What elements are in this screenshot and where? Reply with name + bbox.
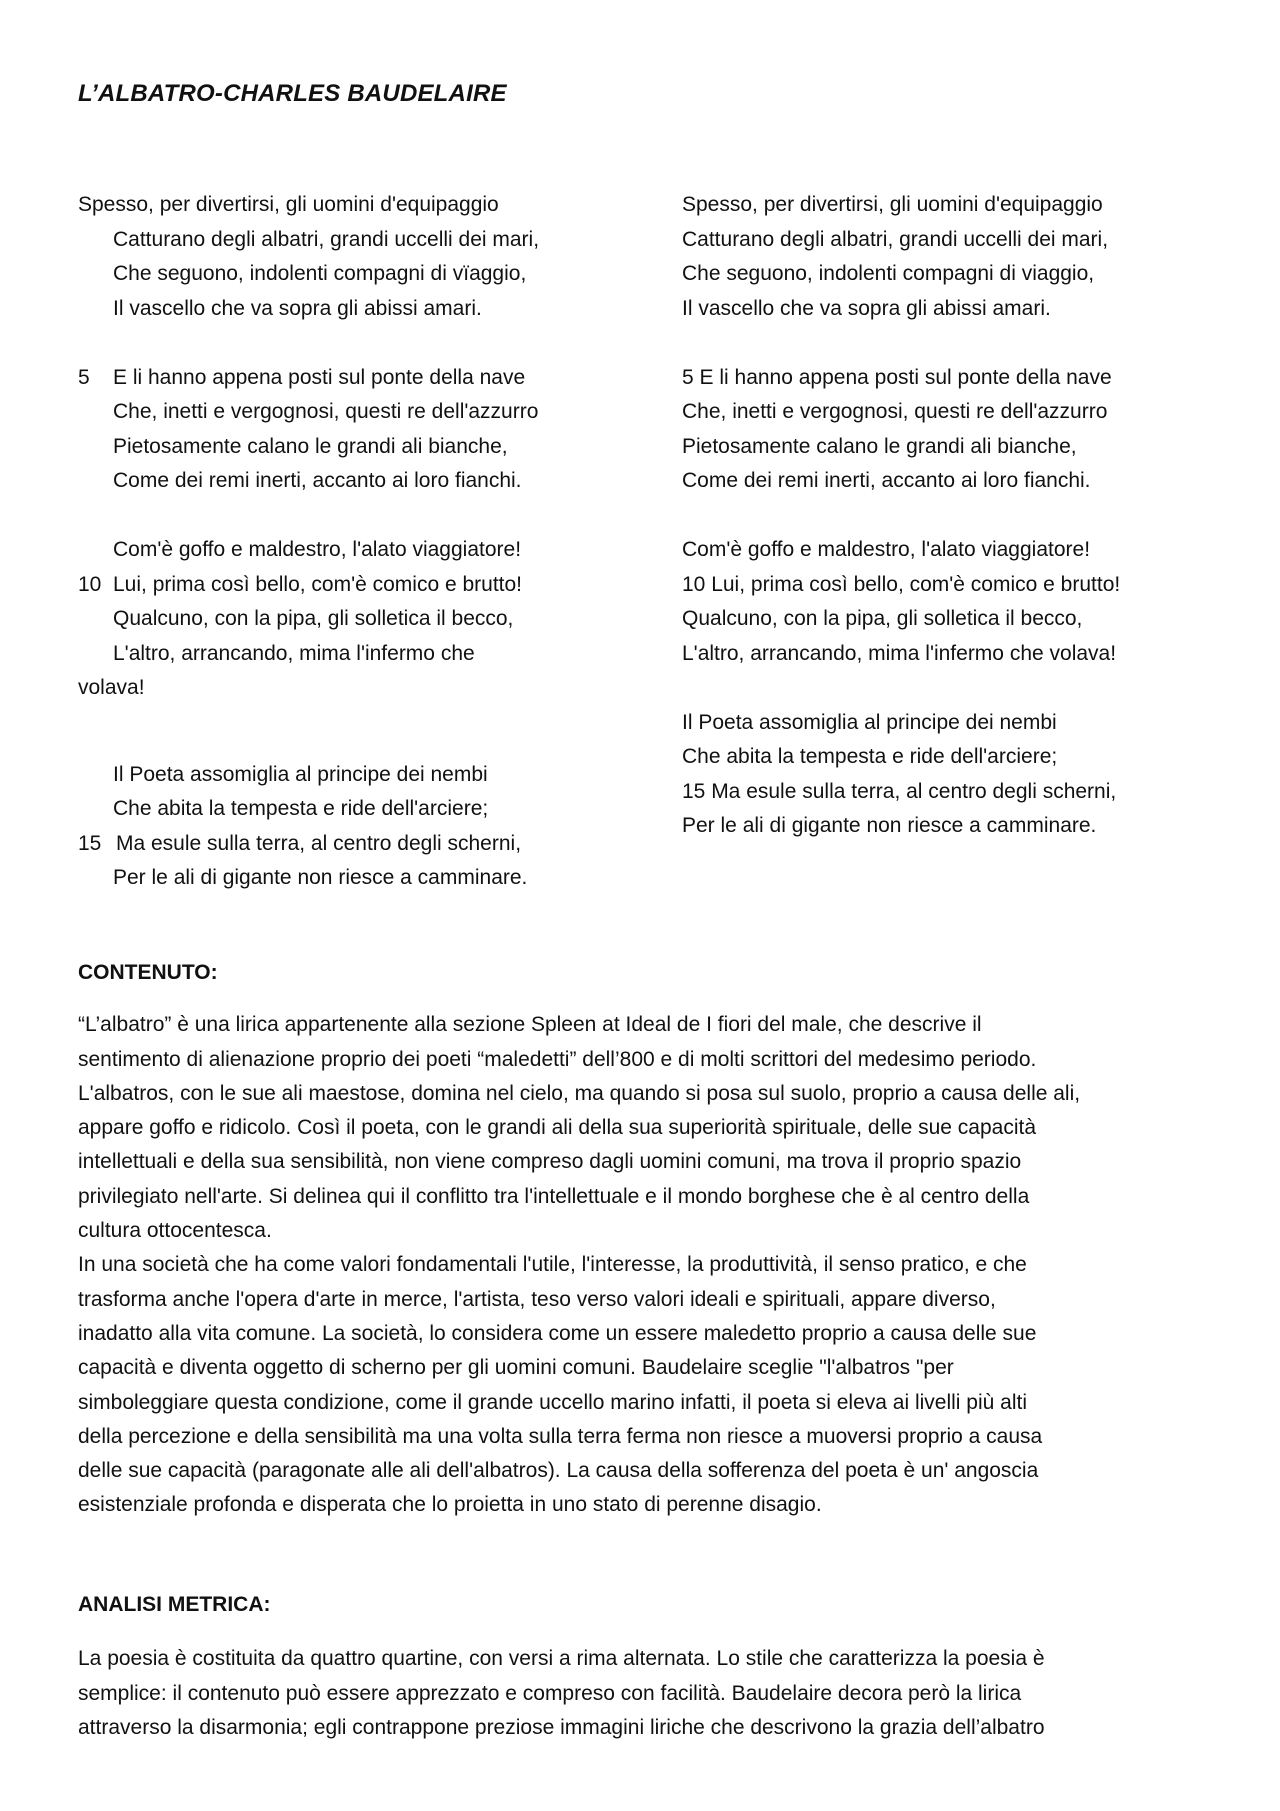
poem-line-numbered [78,361,638,396]
poem-right-stanza-4 [682,706,1242,844]
poem-line: Com'è goffo e maldestro, l'alato viaggiatore! [682,538,1091,561]
poem-line: Spesso, per divertirsi, gli uomini d'equipaggio [682,193,1103,216]
poem-line: Come dei remi inerti, accanto ai loro fianchi. [682,469,1091,492]
poem-line: Il Poeta assomiglia al principe dei nembi [682,710,1057,734]
poem-left-column [78,188,638,930]
page-title: L’ALBATRO-CHARLES BAUDELAIRE [78,80,507,107]
poem-line-text: Lui, prima così bello, com'è comico e brutto! [113,572,523,596]
poem-left-stanza-2 [78,361,638,499]
poem-line: volava! [78,676,145,699]
poem-line: Per le ali di gigante non riesce a camminare. [113,866,528,889]
poem-line: Che seguono, indolenti compagni di viaggio, [682,262,1095,285]
text-line: semplice: il contenuto può essere apprezzato e compreso con facilità. Baudelaire decora però la lirica [78,1681,1022,1705]
poem-line: L'altro, arrancando, mima l'infermo che [113,641,475,665]
verse-number: 5 [78,365,90,389]
analisi-metrica-section [78,1588,1208,1745]
text-line: La poesia è costituita da quattro quartine, con versi a rima alternata. Lo stile che caratterizza la poesia è [78,1647,1045,1671]
text-line: intellettuali e della sua sensibilità, non viene compreso dagli uomini comuni, ma trova il proprio spazio [78,1150,1022,1174]
poem-right-stanza-3 [682,533,1242,671]
poem-line: Il vascello che va sopra gli abissi amari. [113,296,482,320]
text-line: inadatto alla vita comune. La società, lo considera come un essere maledetto proprio a causa delle sue [78,1321,1037,1345]
poem-line: Catturano degli albatri, grandi uccelli dei mari, [682,227,1109,251]
poem-line: Per le ali di gigante non riesce a camminare. [682,814,1097,837]
contenuto-section [78,956,1208,1523]
text-line: appare goffo e ridicolo. Così il poeta, con le grandi ali della sua superiorità spirituale, delle sue capacità [78,1116,1037,1140]
poem-line: Qualcuno, con la pipa, gli solletica il becco, [113,607,514,630]
poem-line-text: Ma esule sulla terra, al centro degli scherni, [116,831,522,855]
poem-line: Che, inetti e vergognosi, questi re dell'azzurro [682,400,1108,423]
text-line: In una società che ha come valori fondamentali l'utile, l'interesse, la produttività, il senso pratico, e che [78,1253,1027,1277]
poem-right-column [682,188,1242,878]
text-line: sentimento di alienazione proprio dei poeti “maledetti” dell’800 e di molti scrittori del medesimo periodo. [78,1047,1037,1071]
poem-line: Catturano degli albatri, grandi uccelli dei mari, [113,227,540,251]
analisi-metrica-paragraph [78,1642,1208,1745]
poem-line-text: E li hanno appena posti sul ponte della nave [113,365,526,389]
text-line: attraverso la disarmonia; egli contrappone preziose immagini liriche che descrivono la grazia dell’albatro [78,1715,1045,1739]
poem-line: Il vascello che va sopra gli abissi amari. [682,296,1051,320]
text-line: esistenziale profonda e disperata che lo proietta in uno stato di perenne disagio. [78,1493,822,1517]
text-line: cultura ottocentesca. [78,1219,272,1243]
text-line: L'albatros, con le sue ali maestose, domina nel cielo, ma quando si posa sul suolo, proprio a causa delle ali, [78,1081,1081,1105]
poem-line: 10 Lui, prima così bello, com'è comico e brutto! [682,572,1121,596]
poem-line: L'altro, arrancando, mima l'infermo che volava! [682,641,1117,665]
poem-left-stanza-1 [78,188,638,326]
poem-line: Spesso, per divertirsi, gli uomini d'equipaggio [78,193,499,216]
text-line: “L’albatro” è una lirica appartenente alla sezione Spleen at Ideal de I fiori del male, che descrive il [78,1013,982,1037]
poem-line: Che, inetti e vergognosi, questi re dell'azzurro [113,400,539,423]
poem-left-stanza-4 [78,758,638,896]
poem-line: Che abita la tempesta e ride dell'arciere; [113,797,489,820]
verse-number: 10 [78,572,102,596]
poem-right-stanza-1 [682,188,1242,326]
poem-right-stanza-2 [682,361,1242,499]
poem-line: Come dei remi inerti, accanto ai loro fianchi. [113,469,522,492]
poem-line: Che abita la tempesta e ride dell'arciere; [682,745,1058,768]
text-line: capacità e diventa oggetto di scherno per gli uomini comuni. Baudelaire sceglie "l'albatros "per [78,1356,954,1380]
text-line: trasforma anche l'opera d'arte in merce, l'artista, teso verso valori ideali e spirituali, appare diverso, [78,1287,996,1311]
poem-line: Com'è goffo e maldestro, l'alato viaggiatore! [113,538,522,561]
contenuto-paragraph [78,1008,1208,1522]
text-line: simboleggiare questa condizione, come il grande uccello marino infatti, il poeta si eleva ai livelli più alti [78,1390,1028,1414]
poem-line: 5 E li hanno appena posti sul ponte della nave [682,365,1112,389]
poem-line: Il Poeta assomiglia al principe dei nembi [113,762,488,786]
poem-line: Qualcuno, con la pipa, gli solletica il becco, [682,607,1083,630]
text-line: della percezione e della sensibilità ma una volta sulla terra ferma non riesce a muoversi proprio a causa [78,1424,1043,1448]
poem-left-stanza-3 [78,533,638,706]
poem-line: 15 Ma esule sulla terra, al centro degli scherni, [682,779,1117,803]
poem-line-numbered [78,827,638,862]
analisi-metrica-heading: ANALISI METRICA: [78,1593,271,1616]
contenuto-heading: CONTENUTO: [78,961,218,984]
text-line: delle sue capacità (paragonate alle ali dell'albatros). La causa della sofferenza del poeta è un' angoscia [78,1459,1039,1483]
poem-line: Pietosamente calano le grandi ali bianche, [113,434,508,458]
verse-number: 15 [78,831,102,855]
poem-line: Che seguono, indolenti compagni di vïaggio, [113,262,527,285]
text-line: privilegiato nell'arte. Si delinea qui il conflitto tra l'intellettuale e il mondo borghese che è al centro della [78,1184,1030,1208]
poem-line-numbered [78,568,638,603]
poem-line: Pietosamente calano le grandi ali bianche, [682,434,1077,458]
